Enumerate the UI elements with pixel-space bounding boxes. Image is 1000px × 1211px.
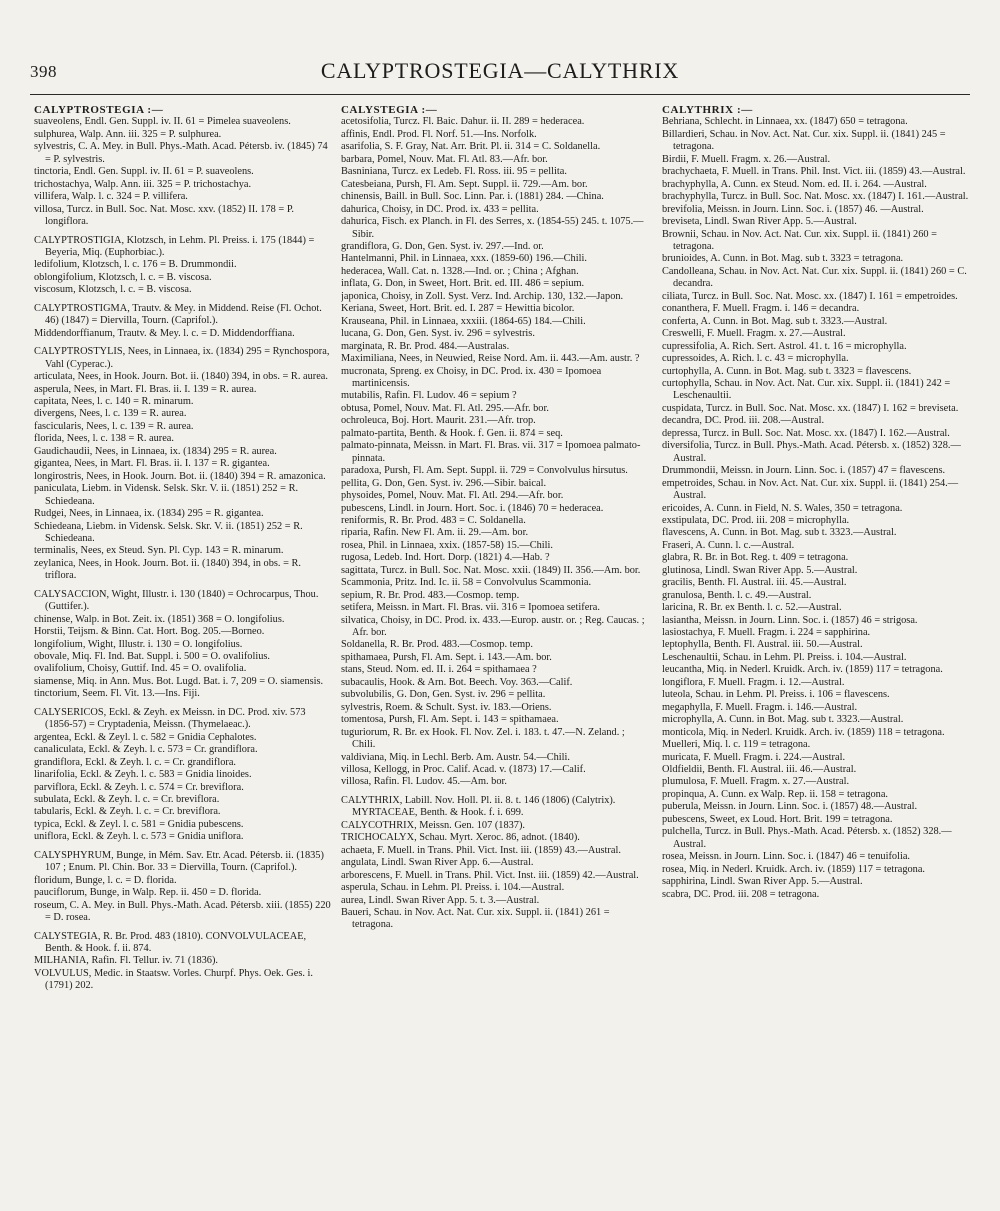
index-entry: acetosifolia, Turcz. Fl. Baic. Dahur. ii. II. 289 = hederacea. [341, 116, 585, 128]
index-entry: dahurica, Choisy, in DC. Prod. ix. 433 = pellita. [341, 203, 539, 215]
index-entry: villosa, Rafin. Fl. Ludov. 45.—Am. bor. [341, 776, 507, 788]
index-entry: Muelleri, Miq. l. c. 119 = tetragona. [662, 739, 811, 751]
index-entry: valdiviana, Miq. in Lechl. Berb. Am. Austr. 54.—Chili. [341, 751, 570, 763]
index-entry: barbara, Pomel, Nouv. Mat. Fl. Atl. 83.—Afr. bor. [341, 153, 548, 165]
index-entry: siamense, Miq. in Ann. Mus. Bot. Lugd. Bat. i. 7, 209 = O. siamensis. [34, 675, 324, 687]
index-entry: cupressifolia, A. Rich. Sert. Astrol. 41. t. 16 = microphylla. [662, 340, 907, 352]
index-entry: affinis, Endl. Prod. Fl. Norf. 51.—Ins. Norfolk. [341, 128, 537, 140]
index-entry: puberula, Meissn. in Journ. Linn. Soc. i. (1857) 48.—Austral. [662, 801, 918, 813]
index-entry: paniculata, Liebm. in Vidensk. Selsk. Skr. V. ii. (1851) 252 = R. Schiedeana. [34, 483, 299, 507]
index-entry: depressa, Turcz. in Bull. Soc. Nat. Mosc. xx. (1847) I. 162.—Austral. [662, 427, 950, 439]
index-entry: curtophylla, A. Cunn. in Bot. Mag. sub t. 3323 = flavescens. [662, 365, 912, 377]
index-entry: fascicularis, Nees, l. c. 139 = R. aurea. [34, 420, 194, 432]
index-entry: floridum, Bunge, l. c. = D. florida. [34, 874, 177, 886]
index-entry: brevifolia, Meissn. in Journ. Linn. Soc. i. (1857) 46. —Austral. [662, 203, 924, 215]
index-entry: luteola, Schau. in Lehm. Pl. Preiss. i. 106 = flavescens. [662, 689, 890, 701]
index-entry: breviseta, Lindl. Swan River App. 5.—Austral. [662, 216, 857, 228]
index-entry: obtusa, Pomel, Nouv. Mat. Fl. Atl. 295.—Afr. bor. [341, 402, 549, 414]
index-entry: articulata, Nees, in Hook. Journ. Bot. ii. (1840) 394, in obs. = R. aurea. [34, 371, 328, 383]
index-entry: brachychaeta, F. Muell. in Trans. Phil. Inst. Vict. iii. (1859) 43.—Austral. [662, 166, 966, 178]
index-entry: dahurica, Fisch. ex Planch. in Fl. des Serres, x. (1854-55) 245. t. 1075.—Sibir. [341, 216, 644, 240]
index-entry: ciliata, Turcz. in Bull. Soc. Nat. Mosc. xx. (1847) I. 161 = empetroides. [662, 290, 958, 302]
index-entry: Schiedeana, Liebm. in Vidensk. Selsk. Skr. V. ii. (1851) 252 = R. Schiedeana. [34, 520, 303, 544]
index-entry: diversifolia, Turcz. in Bull. Phys.-Math. Acad. Pétersb. x. (1852) 328.—Austral. [662, 440, 961, 464]
index-entry: Birdii, F. Muell. Fragm. x. 26.—Austral. [662, 153, 831, 165]
index-entry: Brownii, Schau. in Nov. Act. Nat. Cur. xix. Suppl. ii. (1841) 260 = tetragona. [662, 228, 937, 252]
index-entry: tinctorium, Seem. Fl. Vit. 13.—Ins. Fiji. [34, 688, 200, 700]
index-entry: conanthera, F. Muell. Fragm. i. 146 = decandra. [662, 303, 860, 315]
index-entry: glutinosa, Lindl. Swan River App. 5.—Austral. [662, 564, 858, 576]
index-entry: asperula, Nees, in Mart. Fl. Bras. ii. I. 139 = R. aurea. [34, 383, 257, 395]
index-entry: lasiantha, Meissn. in Journ. Linn. Soc. i. (1857) 46 = strigosa. [662, 614, 918, 626]
index-entry: canaliculata, Eckl. & Zeyh. l. c. 573 = Cr. grandiflora. [34, 744, 258, 756]
index-entry: leptophylla, Benth. Fl. Austral. iii. 50.—Austral. [662, 639, 863, 651]
index-entry: Leschenaultii, Schau. in Lehm. Pl. Preiss. i. 104.—Austral. [662, 651, 907, 663]
index-entry: pulchella, Turcz. in Bull. Phys.-Math. Acad. Pétersb. x. (1852) 328.—Austral. [662, 826, 952, 850]
index-entry: cuspidata, Turcz. in Bull. Soc. Nat. Mosc. xx. (1847) I. 162 = breviseta. [662, 402, 959, 414]
index-entry: villifera, Walp. l. c. 324 = P. villifera. [34, 191, 188, 203]
index-entry: Oldfieldii, Benth. Fl. Austral. iii. 46.—Austral. [662, 764, 857, 776]
index-entry: longifolium, Wight, Illustr. i. 130 = O. longifolius. [34, 638, 243, 650]
index-entry: roseum, C. A. Mey. in Bull. Phys.-Math. Acad. Pétersb. xiii. (1855) 220 = D. rosea. [34, 899, 331, 924]
index-entry: brachyphylla, Turcz. in Bull. Soc. Nat. Mosc. xx. (1847) I. 161.—Austral. [662, 191, 969, 203]
index-entry: inflata, G. Don, in Sweet, Hort. Brit. ed. III. 486 = sepium. [341, 278, 585, 290]
index-entry: setifera, Meissn. in Mart. Fl. Bras. vii. 316 = Ipomoea setifera. [341, 602, 600, 614]
index-entry: Rudgei, Nees, in Linnaea, ix. (1834) 295 = R. gigantea. [34, 508, 264, 520]
index-entry: argentea, Eckl. & Zeyl. l. c. 582 = Gnidia Cephalotes. [34, 731, 257, 743]
index-entry: CALYPTROSTIGIA, Klotzsch, in Lehm. Pl. Preiss. i. 175 (1844) = Beyeria, Miq. (Euphorbiac.). [34, 234, 315, 258]
index-entry: rugosa, Ledeb. Ind. Hort. Dorp. (1821) 4.—Hab. ? [341, 552, 550, 564]
index-entry: ledifolium, Klotzsch, l. c. 176 = B. Drummondii. [34, 259, 237, 271]
index-entry: Keriana, Sweet, Hort. Brit. ed. I. 287 = Hewittia bicolor. [341, 303, 575, 315]
index-entry: longiflora, F. Muell. Fragm. i. 12.—Austral. [662, 676, 845, 688]
index-entry: Scammonia, Pritz. Ind. Ic. ii. 58 = Convolvulus Scammonia. [341, 577, 592, 589]
index-entry: asperula, Schau. in Lehm. Pl. Preiss. i. 104.—Austral. [341, 882, 565, 894]
index-entry: Drummondii, Meissn. in Journ. Linn. Soc. i. (1857) 47 = flavescens. [662, 465, 946, 477]
index-entry: MILHANIA, Rafin. Fl. Tellur. iv. 71 (1836). [34, 955, 219, 967]
index-entry: exstipulata, DC. Prod. iii. 208 = microphylla. [662, 514, 850, 526]
index-entry: glabra, R. Br. in Bot. Reg. t. 409 = tetragona. [662, 552, 849, 564]
index-entry: cupressoides, A. Rich. l. c. 43 = microphylla. [662, 353, 849, 365]
index-entry: oblongifolium, Klotzsch, l. c. = B. viscosa. [34, 271, 212, 283]
index-entry: CALYSERICOS, Eckl. & Zeyh. ex Meissn. in DC. Prod. xiv. 573 (1856-57) = Cryptadenia, Meissn. (Thymelaeac.). [34, 706, 306, 731]
index-entry: TRICHOCALYX, Schau. Myrt. Xeroc. 86, adnot. (1840). [341, 832, 580, 844]
header-rule [30, 94, 970, 95]
index-entry: curtophylla, Schau. in Nov. Act. Nat. Cur. xix. Suppl. ii. (1841) 242 = Leschenaultii. [662, 377, 951, 402]
index-entry: decandra, DC. Prod. iii. 208.—Austral. [662, 415, 825, 427]
column-heading: CALYTHRIX :— [662, 104, 753, 116]
index-entry: ochroleuca, Boj. Hort. Maurit. 231.—Afr. trop. [341, 415, 536, 427]
index-entry: spithamaea, Pursh, Fl. Am. Sept. i. 143.—Am. bor. [341, 651, 552, 663]
index-entry: lasiostachya, F. Muell. Fragm. i. 224 = sapphirina. [662, 627, 871, 639]
index-entry: sulphurea, Walp. Ann. iii. 325 = P. sulphurea. [34, 128, 222, 140]
index-entry: reniformis, R. Br. Prod. 483 = C. Soldanella. [341, 514, 526, 526]
index-entry: divergens, Nees, l. c. 139 = R. aurea. [34, 408, 187, 420]
index-entry: marginata, R. Br. Prod. 484.—Australas. [341, 340, 510, 352]
index-entry: longirostris, Nees, in Hook. Journ. Bot. ii. (1840) 394 = R. amazonica. [34, 470, 326, 482]
column-3 [662, 104, 970, 1194]
index-entry: riparia, Rafin. New Fl. Am. ii. 29.—Am. bor. [341, 527, 529, 539]
index-entry: Maximiliana, Nees, in Neuwied, Reise Nord. Am. ii. 443.—Am. austr. ? [341, 353, 640, 365]
index-entry: Hantelmanni, Phil. in Linnaea, xxx. (1859-60) 196.—Chili. [341, 253, 587, 265]
index-entry: laricina, R. Br. ex Benth. l. c. 52.—Austral. [662, 602, 842, 614]
index-entry: sagittata, Turcz. in Bull. Soc. Nat. Mosc. xxii. (1849) II. 356.—Am. bor. [341, 564, 641, 576]
index-entry: gigantea, Nees, in Mart. Fl. Bras. ii. I. 137 = R. gigantea. [34, 458, 270, 470]
index-entry: capitata, Nees, l. c. 140 = R. minarum. [34, 395, 194, 407]
index-entry: Basniniana, Turcz. ex Ledeb. Fl. Ross. iii. 95 = pellita. [341, 166, 567, 178]
index-entry: scabra, DC. Prod. iii. 208 = tetragona. [662, 888, 820, 900]
index-entry: villosa, Kellogg, in Proc. Calif. Acad. v. (1873) 17.—Calif. [341, 764, 586, 776]
index-entry: CALYCOTHRIX, Meissn. Gen. 107 (1837). [341, 819, 525, 831]
index-entry: rosea, Meissn. in Journ. Linn. Soc. i. (1847) 46 = tenuifolia. [662, 851, 911, 863]
index-entry: tinctoria, Endl. Gen. Suppl. iv. II. 61 = P. suaveolens. [34, 166, 254, 178]
index-entry: rosea, Miq. in Nederl. Kruidk. Arch. iv. (1859) 117 = tetragona. [662, 863, 926, 875]
index-entry: uniflora, Eckl. & Zeyh. l. c. 573 = Gnidia uniflora. [34, 831, 244, 843]
page-header [30, 58, 970, 90]
index-entry: Baueri, Schau. in Nov. Act. Nat. Cur. xix. Suppl. ii. (1841) 261 = tetragona. [341, 907, 610, 931]
index-entry: tomentosa, Pursh, Fl. Am. Sept. i. 143 = spithamaea. [341, 714, 559, 726]
index-entry: grandiflora, G. Don, Gen. Syst. iv. 297.—Ind. or. [341, 240, 544, 252]
index-entry: chinensis, Baill. in Bull. Soc. Linn. Par. i. (1881) 284. —China. [341, 191, 604, 203]
index-entry: Middendorffianum, Trautv. & Mey. l. c. = D. Middendorffiana. [34, 327, 295, 339]
index-entry: japonica, Choisy, in Zoll. Syst. Verz. Ind. Archip. 130, 132.—Japon. [341, 290, 624, 302]
index-entry: CALYPTROSTYLIS, Nees, in Linnaea, ix. (1834) 295 = Rynchospora, Vahl (Cyperac.). [34, 346, 330, 370]
index-entry: achaeta, F. Muell. in Trans. Phil. Vict. Inst. iii. (1859) 43.—Austral. [341, 844, 621, 856]
index-entry: physoides, Pomel, Nouv. Mat. Fl. Atl. 294.—Afr. bor. [341, 490, 564, 502]
index-entry: palmato-partita, Benth. & Hook. f. Gen. ii. 874 = seq. [341, 427, 563, 439]
index-entry: silvatica, Choisy, in DC. Prod. ix. 433.—Europ. austr. or. ; Reg. Caucas. ; Afr. bor. [341, 614, 645, 639]
index-entry: Horstii, Teijsm. & Binn. Cat. Hort. Bog. 205.—Borneo. [34, 626, 265, 638]
index-entry: muricata, F. Muell. Fragm. i. 224.—Austral. [662, 751, 846, 763]
index-entry: viscosum, Klotzsch, l. c. = B. viscosa. [34, 284, 192, 296]
index-entry: Billardieri, Schau. in Nov. Act. Nat. Cur. xix. Suppl. ii. (1841) 245 = tetragona. [662, 128, 946, 153]
index-entry: subacaulis, Hook. & Arn. Bot. Beech. Voy. 363.—Calif. [341, 676, 573, 688]
column-2 [341, 104, 648, 1194]
index-entry: ovalifolium, Choisy, Guttif. Ind. 45 = O. ovalifolia. [34, 663, 247, 675]
index-entry: paradoxa, Pursh, Fl. Am. Sept. Suppl. ii. 729 = Convolvulus hirsutus. [341, 465, 628, 477]
index-entry: empetroides, Schau. in Nov. Act. Nat. Cur. xix. Suppl. ii. (1841) 254.—Austral. [662, 477, 959, 502]
index-entry: pubescens, Sweet, ex Loud. Hort. Brit. 199 = tetragona. [662, 813, 893, 825]
index-entry: Catesbeiana, Pursh, Fl. Am. Sept. Suppl. ii. 729.—Am. bor. [341, 178, 588, 190]
column-heading: CALYSTEGIA :— [341, 104, 438, 116]
index-entry: sylvestris, Roem. & Schult. Syst. iv. 183.—Oriens. [341, 701, 552, 713]
index-entry: Gaudichaudii, Nees, in Linnaea, ix. (1834) 295 = R. aurea. [34, 445, 277, 457]
index-entry: angulata, Lindl. Swan River App. 6.—Austral. [341, 857, 534, 869]
index-entry: microphylla, A. Cunn. in Bot. Mag. sub t. 3323.—Austral. [662, 714, 904, 726]
index-entry: Creswelli, F. Muell. Fragm. x. 27.—Austral. [662, 328, 846, 340]
index-entry: lucana, G. Don, Gen. Syst. iv. 296 = sylvestris. [341, 328, 535, 340]
index-entry: linarifolia, Eckl. & Zeyh. l. c. 583 = Gnidia linoides. [34, 769, 252, 781]
index-entry: leucantha, Miq. in Nederl. Kruidk. Arch. iv. (1859) 117 = tetragona. [662, 664, 943, 676]
index-entry: Fraseri, A. Cunn. l. c.—Austral. [662, 539, 795, 551]
index-entry: palmato-pinnata, Meissn. in Mart. Fl. Bras. vii. 317 = Ipomoea palmato-pinnata. [341, 440, 641, 464]
index-entry: trichostachya, Walp. Ann. iii. 325 = P. trichostachya. [34, 178, 252, 190]
index-entry: obovale, Miq. Fl. Ind. Bat. Suppl. i. 500 = O. ovalifolius. [34, 651, 270, 663]
index-entry: subulata, Eckl. & Zeyh. l. c. = Cr. breviflora. [34, 794, 220, 806]
index-entry: tabularis, Eckl. & Zeyh. l. c. = Cr. breviflora. [34, 806, 221, 818]
index-entry: Soldanella, R. Br. Prod. 483.—Cosmop. temp. [341, 639, 533, 651]
index-entry: sapphirina, Lindl. Swan River App. 5.—Austral. [662, 876, 863, 888]
index-entry: CALYPTROSTIGMA, Trautv. & Mey. in Middend. Reise (Fl. Ochot. 46) (1847) = Diervilla, Tourn. (Caprifol.). [34, 302, 322, 327]
index-entry: gracilis, Benth. Fl. Austral. iii. 45.—Austral. [662, 577, 847, 589]
index-entry: Behriana, Schlecht. in Linnaea, xx. (1847) 650 = tetragona. [662, 116, 908, 128]
index-entry: chinense, Walp. in Bot. Zeit. ix. (1851) 368 = O. longifolius. [34, 613, 285, 625]
index-entry: brachyphylla, A. Cunn. ex Steud. Nom. ed. II. i. 264. —Austral. [662, 178, 927, 190]
index-entry: grandiflora, Eckl. & Zeyh. l. c. = Cr. grandiflora. [34, 756, 237, 768]
index-entry: rosea, Phil. in Linnaea, xxix. (1857-58) 15.—Chili. [341, 539, 554, 551]
index-entry: pellita, G. Don, Gen. Syst. iv. 296.—Sibir. baical. [341, 477, 547, 489]
index-entry: zeylanica, Nees, in Hook. Journ. Bot. ii. (1840) 394, in obs. = R. triflora. [34, 557, 301, 582]
index-entry: conferta, A. Cunn. in Bot. Mag. sub t. 3323.—Austral. [662, 315, 888, 327]
index-entry: hederacea, Wall. Cat. n. 1328.—Ind. or. ; China ; Afghan. [341, 265, 579, 277]
index-entry: parviflora, Eckl. & Zeyh. l. c. 574 = Cr. breviflora. [34, 781, 244, 793]
column-heading: CALYPTROSTEGIA :— [34, 104, 164, 116]
index-entry: florida, Nees, l. c. 138 = R. aurea. [34, 433, 174, 445]
index-entry: suaveolens, Endl. Gen. Suppl. iv. II. 61 = Pimelea suaveolens. [34, 116, 291, 128]
index-entry: pauciflorum, Bunge, in Walp. Rep. ii. 450 = D. florida. [34, 887, 262, 899]
index-entry: CALYSTEGIA, R. Br. Prod. 483 (1810). CONVOLVULACEAE, Benth. & Hook. f. ii. 874. [34, 930, 307, 954]
page-number: 398 [30, 62, 57, 81]
index-entry: monticola, Miq. in Nederl. Kruidk. Arch. iv. (1859) 118 = tetragona. [662, 726, 945, 738]
index-entry: typica, Eckl. & Zeyl. l. c. 581 = Gnidia pubescens. [34, 818, 244, 830]
index-entry: stans, Steud. Nom. ed. II. i. 264 = spithamaea ? [341, 664, 537, 676]
index-entry: granulosa, Benth. l. c. 49.—Austral. [662, 589, 812, 601]
index-entry: sepium, R. Br. Prod. 483.—Cosmop. temp. [341, 589, 520, 601]
index-entry: Candolleana, Schau. in Nov. Act. Nat. Cur. xix. Suppl. ii. (1841) 260 = C. decandra. [662, 265, 967, 290]
index-entry: mutabilis, Rafin. Fl. Ludov. 46 = sepium ? [341, 390, 517, 402]
index-entry: arborescens, F. Muell. in Trans. Phil. Vict. Inst. iii. (1859) 42.—Austral. [341, 869, 639, 881]
column-1 [34, 104, 331, 1194]
index-entry: mucronata, Spreng. ex Choisy, in DC. Prod. ix. 430 = Ipomoea martinicensis. [341, 365, 602, 389]
index-entry: aurea, Lindl. Swan River App. 5. t. 3.—Austral. [341, 894, 540, 906]
index-entry: VOLVULUS, Medic. in Staatsw. Vorles. Churpf. Phys. Oek. Ges. i. (1791) 202. [34, 967, 313, 992]
index-entry: CALYTHRIX, Labill. Nov. Holl. Pl. ii. 8. t. 146 (1806) (Calytrix). MYRTACEAE, Benth. & Hook. f. i. 699. [341, 794, 616, 819]
index-entry: asarifolia, S. F. Gray, Nat. Arr. Brit. Pl. ii. 314 = C. Soldanella. [341, 141, 601, 153]
index-entry: sylvestris, C. A. Mey. in Bull. Phys.-Math. Acad. Pétersb. iv. (1845) 74 = P. sylvestris. [34, 141, 328, 165]
index-entry: propinqua, A. Cunn. ex Walp. Rep. ii. 158 = tetragona. [662, 788, 889, 800]
index-entry: villosa, Turcz. in Bull. Soc. Nat. Mosc. xxv. (1852) II. 178 = P. longiflora. [34, 203, 295, 228]
index-entry: Krauseana, Phil. in Linnaea, xxxiii. (1864-65) 184.—Chili. [341, 315, 586, 327]
index-entry: subvolubilis, G. Don, Gen. Syst. iv. 296 = pellita. [341, 689, 546, 701]
index-entry: terminalis, Nees, ex Steud. Syn. Pl. Cyp. 143 = R. minarum. [34, 545, 284, 557]
index-entry: plumulosa, F. Muell. Fragm. x. 27.—Austral. [662, 776, 850, 788]
index-entry: ericoides, A. Cunn. in Field, N. S. Wales, 350 = tetragona. [662, 502, 903, 514]
index-entry: tuguriorum, R. Br. ex Hook. Fl. Nov. Zel. i. 183. t. 47.—N. Zeland. ; Chili. [341, 726, 625, 751]
index-entry: megaphylla, F. Muell. Fragm. i. 146.—Austral. [662, 701, 858, 713]
running-title: CALYPTROSTEGIA—CALYTHRIX [320, 58, 680, 83]
index-entry: CALYSPHYRUM, Bunge, in Mém. Sav. Etr. Acad. Pétersb. ii. (1835) 107 ; Enum. Pl. Chin. Bor. 33 = Diervilla, Tourn. (Caprifol.). [34, 849, 324, 874]
index-entry: brunioides, A. Cunn. in Bot. Mag. sub t. 3323 = tetragona. [662, 253, 904, 265]
index-entry: CALYSACCION, Wight, Illustr. i. 130 (1840) = Ochrocarpus, Thou. (Guttifer.). [34, 588, 319, 613]
index-entry: flavescens, A. Cunn. in Bot. Mag. sub t. 3323.—Austral. [662, 527, 897, 539]
index-entry: pubescens, Lindl. in Journ. Hort. Soc. i. (1846) 70 = hederacea. [341, 502, 604, 514]
